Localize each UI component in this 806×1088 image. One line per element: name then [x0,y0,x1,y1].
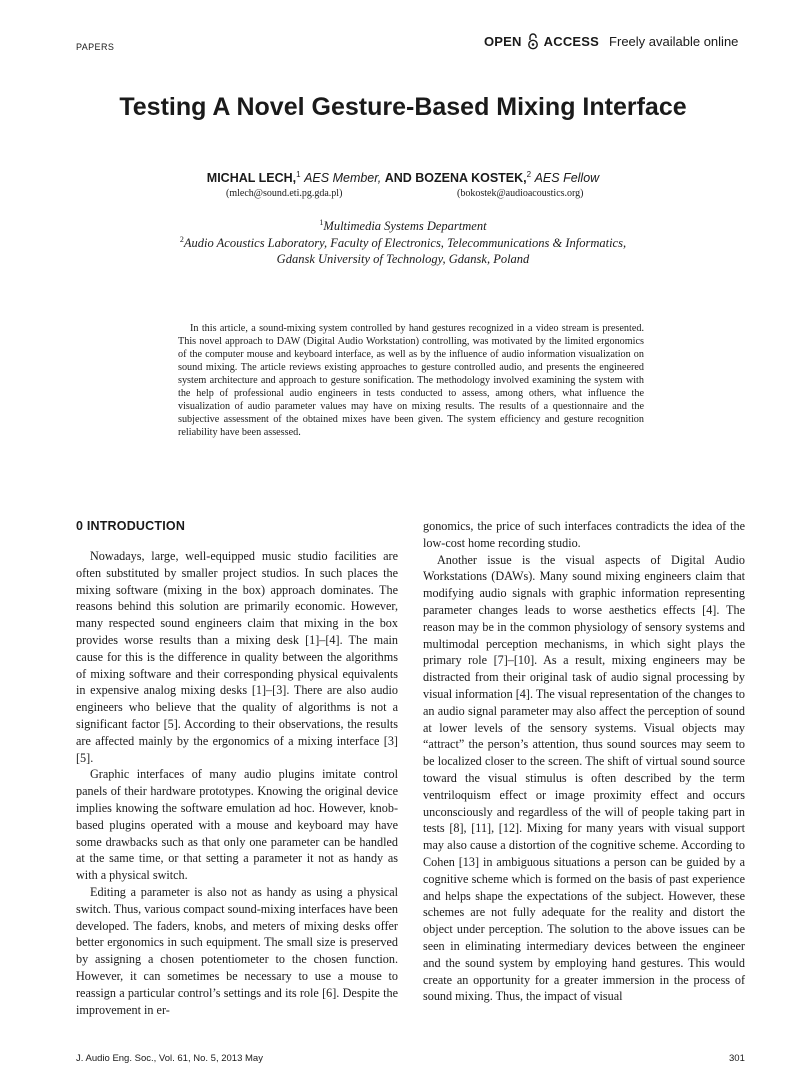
aff2-sup: 2 [179,235,184,244]
aff1-sup: 1 [319,218,324,227]
open-label: OPEN [484,33,522,49]
aff3-text: Gdansk University of Technology, Gdansk, Poland [276,252,530,266]
author1-name: MICHAL LECH, [206,171,297,186]
author-line [0,170,806,185]
author2-role: AES Fellow [534,171,600,186]
page-number: 301 [729,1053,745,1064]
aff2-text: Audio Acoustics Laboratory, Faculty of Electronics, Telecommunications & Informatics, [183,236,627,251]
body-paragraph: Another issue is the visual aspects of Digital Audio Workstations (DAWs). Many sound mixing engineers claim that modifying audio signals with graphic information representing parameter changes leads to worse aesthetics effects [4]. The reason may be in the common physiology of sensory systems and multimodal perception mechanisms, in which sight plays the primary role [7]–[10]. As a result, mixing engineers may be distracted from their original task of audio signal processing by visual information [4]. The visual representation of the changes to an audio signal parameter may also affect the perception of sound at lower levels of the sensory systems. Visual objects may “attract” the person’s attention, thus sound sources may seem to be localized closer to the screen. The shift of virtual sound source toward the visual stimulus is often described by the term ventriloquism effect or image proximity effect and occurs unconsciously and regardless of the will of people taking part in tests [8], [11], [12]. Mixing for many years with visual support may also cause a distortion of the cognitive scheme. According to Cohen [13] in ambiguous situations a person can be guided by a cognitive scheme which is formed on the basis of past experience and helps shape the expectations of the subject. However, these schemes are not fully adequate for the reality and distort the object under perception. The solution to the above issues can be seen in eliminating intermediary devices between the engineer and the sound system by employing hand gestures. This would create an opportunity for a greater immersion in the process of sound mixing. Thus, the impact of visual [423,552,745,1004]
affiliation-3 [0,252,806,267]
body-paragraph: Graphic interfaces of many audio plugins imitate control panels of their hardware prototypes. Knowing the original device implies knowing the software emulation ad hoc. However, knob-based plugins operated with a mouse and keyboard may have some drawbacks such as that only one parameter can be handled at the same time, or that setting a parameter it not as handy as with a physical switch. [76,767,398,883]
section-tag: PAPERS [76,42,115,52]
left-column [76,518,398,1018]
body-paragraph: Editing a parameter is also not as handy as using a physical switch. Thus, various compact sound-mixing interfaces have been developed. The faders, knobs, and meters of mixing desks offer better ergonomics in such equipment. The small size is preserved by assigning a chosen potentiometer to the chosen function. However, it can sometimes be necessary to use a mouse to reassign a particular control’s settings and its role [6]. Despite the improvement in er- [76,884,398,1017]
author-conj: AND [384,171,412,186]
free-label: Freely available online [609,33,739,49]
body-paragraph: gonomics, the price of such interfaces contradicts the idea of the low-cost home recording studio. [423,519,745,550]
abstract-text: In this article, a sound-mixing system controlled by hand gestures recognized in a video stream is presented. This novel approach to DAW (Digital Audio Workstation) controlling, was motivated by the limited ergonomics of the computer mouse and keyboard interface, as well as by the influence of audio information visualization on sound mixing. The article reviews existing approaches to gesture controlled audio, and presents the engineered system architecture and approach to gesture sonification. The methodology involved examining the system with the help of professional audio engineers in tests conducted to assess, among others, what influence the visualization of audio parameter values may have on mixing results. The results of a questionnaire and the subjective assessment of the obtained mixes have been given. The system efficiency and gesture recognition reliability have been assessed. [178,323,644,438]
aff1-text: Multimedia Systems Department [323,219,487,234]
abstract [178,322,644,439]
access-label: ACCESS [543,33,600,49]
author2-email[interactable]: (bokostek@audioacoustics.org) [457,188,584,199]
author2-sup: 2 [526,170,532,179]
body-paragraph: Nowadays, large, well-equipped music studio facilities are often substituted by smaller project studios. In such places the mixing software (mixing in the box) approach dominates. The reasons behind this solution are primarily economic. However, many respected sound engineers claim that mixing in the box provides worse results than a mixing desk [1]–[4]. The main cause for this is the difference in quality between the algorithms of mixing software and their corresponding physical equivalents in expensive analog mixing desks [1]–[3]. There are also audio engineers who believe that the quality of algorithms is not a significant factor [5]. According to their observations, the results are affected mainly by the ergonomics of a mixing interface [3] [5]. [76,549,398,765]
author2-name: BOZENA KOSTEK, [415,171,527,186]
open-access-badge [484,32,738,50]
right-column [423,518,745,1005]
paper-title: Testing A Novel Gesture-Based Mixing Interface [119,93,687,121]
open-lock-icon [527,32,539,50]
author1-sup: 1 [296,170,301,179]
author1-email[interactable]: (mlech@sound.eti.pg.gda.pl) [226,188,343,199]
section-heading: 0 INTRODUCTION [76,519,186,533]
footer-citation: J. Audio Eng. Soc., Vol. 61, No. 5, 2013 May [76,1053,263,1064]
author1-role: AES Member, [304,171,382,186]
affiliation-1 [0,218,806,234]
affiliation-2 [0,235,806,251]
